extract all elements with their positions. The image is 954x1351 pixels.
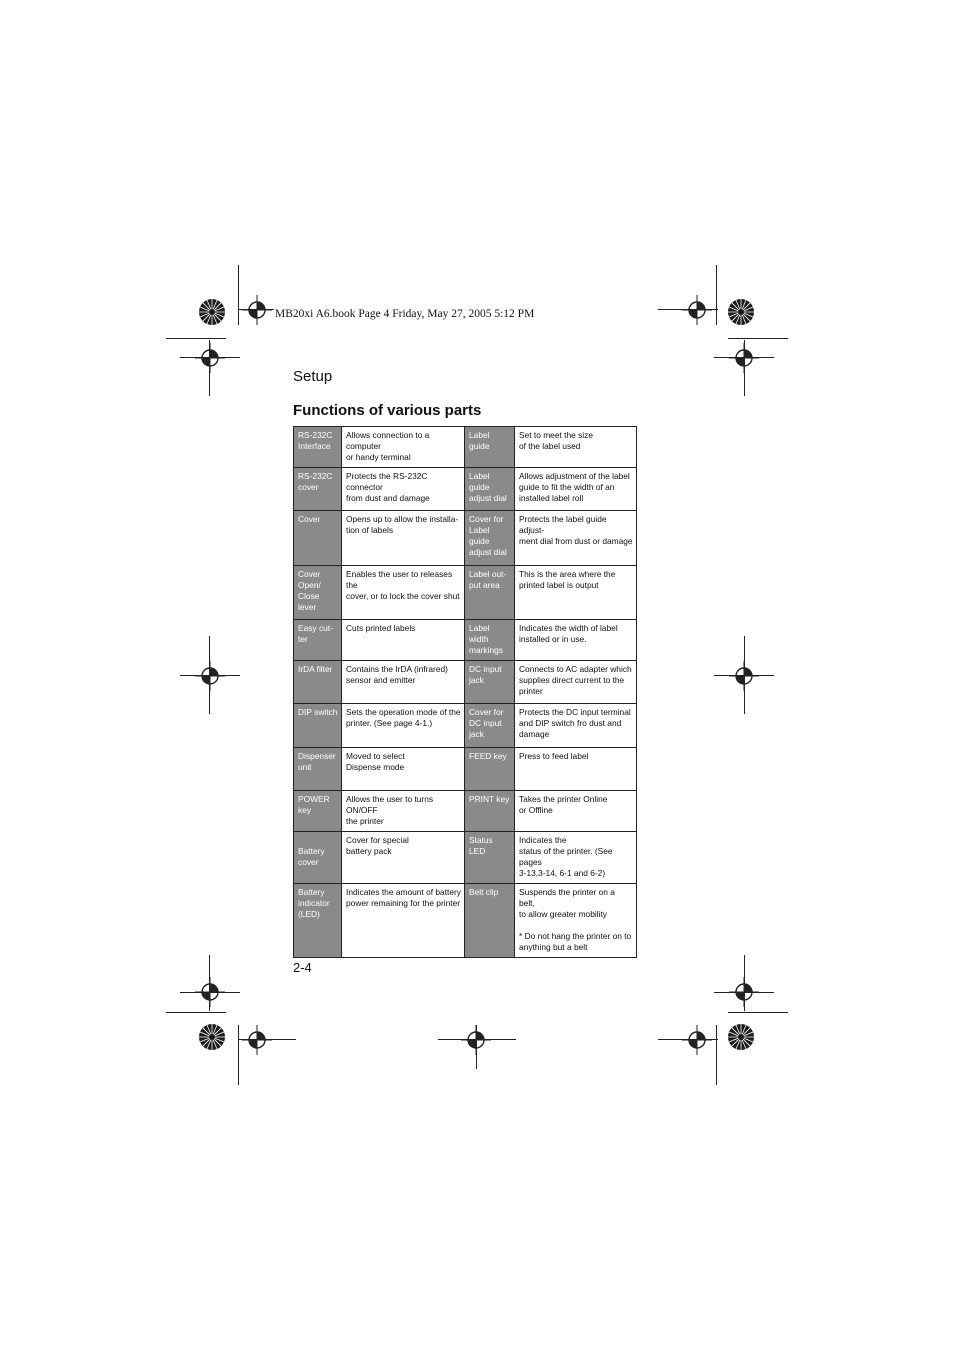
table-row xyxy=(294,791,637,832)
table-row xyxy=(294,661,637,704)
parts-table xyxy=(293,426,637,958)
part-description: Protects the DC input terminal and DIP switch fro dust and damage xyxy=(515,704,637,748)
part-name: Dispenser unit xyxy=(294,748,342,791)
registration-mark-icon xyxy=(729,661,759,691)
table-row xyxy=(294,566,637,620)
color-wheel-mark-icon xyxy=(197,1022,227,1052)
part-description: Protects the RS-232C connector from dust and damage xyxy=(342,468,465,511)
part-name: Label guide xyxy=(465,427,515,468)
registration-mark-icon xyxy=(729,343,759,373)
part-description: Cuts printed labels xyxy=(342,620,465,661)
section-title: Setup xyxy=(293,368,333,385)
registration-mark-icon xyxy=(242,1025,272,1055)
part-name: Label width markings xyxy=(465,620,515,661)
part-name: Cover for Label guide adjust dial xyxy=(465,511,515,566)
page-title: Functions of various parts xyxy=(293,402,482,419)
part-name: Belt clip xyxy=(465,884,515,958)
color-wheel-mark-icon xyxy=(726,1022,756,1052)
part-name: IrDA filter xyxy=(294,661,342,704)
part-description: Allows the user to turns ON/OFF the printer xyxy=(342,791,465,832)
part-name: Battery indicator (LED) xyxy=(294,884,342,958)
part-description: Contains the IrDA (infrared) sensor and emitter xyxy=(342,661,465,704)
part-description: Set to meet the size of the label used xyxy=(515,427,637,468)
table-row xyxy=(294,748,637,791)
part-description: Opens up to allow the installa- tion of labels xyxy=(342,511,465,566)
table-row xyxy=(294,832,637,884)
color-wheel-mark-icon xyxy=(726,297,756,327)
part-description: This is the area where the printed label is output xyxy=(515,566,637,620)
registration-mark-icon xyxy=(242,295,272,325)
part-description: Protects the label guide adjust- ment dial from dust or damage xyxy=(515,511,637,566)
registration-mark-icon xyxy=(461,1025,491,1055)
part-description: Connects to AC adapter which supplies direct current to the printer xyxy=(515,661,637,704)
part-description: Moved to select Dispense mode xyxy=(342,748,465,791)
part-name: POWER key xyxy=(294,791,342,832)
page-number: 2-4 xyxy=(293,960,312,975)
registration-mark-icon xyxy=(682,1025,712,1055)
part-description: Press to feed label xyxy=(515,748,637,791)
part-name: Label guide adjust dial xyxy=(465,468,515,511)
registration-mark-icon xyxy=(195,977,225,1007)
part-name: DIP switch xyxy=(294,704,342,748)
registration-mark-icon xyxy=(682,295,712,325)
part-name: Cover for DC input jack xyxy=(465,704,515,748)
part-name: Status LED xyxy=(465,832,515,884)
part-name: PRINT key xyxy=(465,791,515,832)
belt-clip-note: * Do not hang the printer on to anything but a belt xyxy=(519,931,632,952)
part-description: Indicates the status of the printer. (See pages 3-13,3-14, 6-1 and 6-2) xyxy=(515,832,637,884)
part-description: Enables the user to releases the cover, or to lock the cover shut xyxy=(342,566,465,620)
book-file-info: MB20xi A6.book Page 4 Friday, May 27, 2005 5:12 PM xyxy=(275,308,535,320)
table-row xyxy=(294,468,637,511)
table-row xyxy=(294,620,637,661)
color-wheel-mark-icon xyxy=(197,297,227,327)
part-name: Cover Open/ Close lever xyxy=(294,566,342,620)
table-row xyxy=(294,884,637,958)
part-name: Label out- put area xyxy=(465,566,515,620)
part-name: DC input jack xyxy=(465,661,515,704)
part-description: Sets the operation mode of the printer. (See page 4-1.) xyxy=(342,704,465,748)
part-name: RS-232C Interface xyxy=(294,427,342,468)
part-description: Takes the printer Online or Offline xyxy=(515,791,637,832)
belt-clip-description: Suspends the printer on a belt, to allow greater mobility xyxy=(519,887,615,919)
table-row xyxy=(294,704,637,748)
part-description xyxy=(515,884,637,958)
part-name: Cover xyxy=(294,511,342,566)
part-name: FEED key xyxy=(465,748,515,791)
registration-mark-icon xyxy=(195,661,225,691)
part-description: Cover for special battery pack xyxy=(342,832,465,884)
registration-mark-icon xyxy=(729,977,759,1007)
part-description: Allows connection to a computer or handy terminal xyxy=(342,427,465,468)
part-description: Allows adjustment of the label guide to fit the width of an installed label roll xyxy=(515,468,637,511)
part-name: Easy cut- ter xyxy=(294,620,342,661)
part-description: Indicates the amount of battery power remaining for the printer xyxy=(342,884,465,958)
table-row xyxy=(294,427,637,468)
part-name: Battery cover xyxy=(294,832,342,884)
table-row xyxy=(294,511,637,566)
part-description: Indicates the width of label installed or in use. xyxy=(515,620,637,661)
registration-mark-icon xyxy=(195,343,225,373)
part-name: RS-232C cover xyxy=(294,468,342,511)
